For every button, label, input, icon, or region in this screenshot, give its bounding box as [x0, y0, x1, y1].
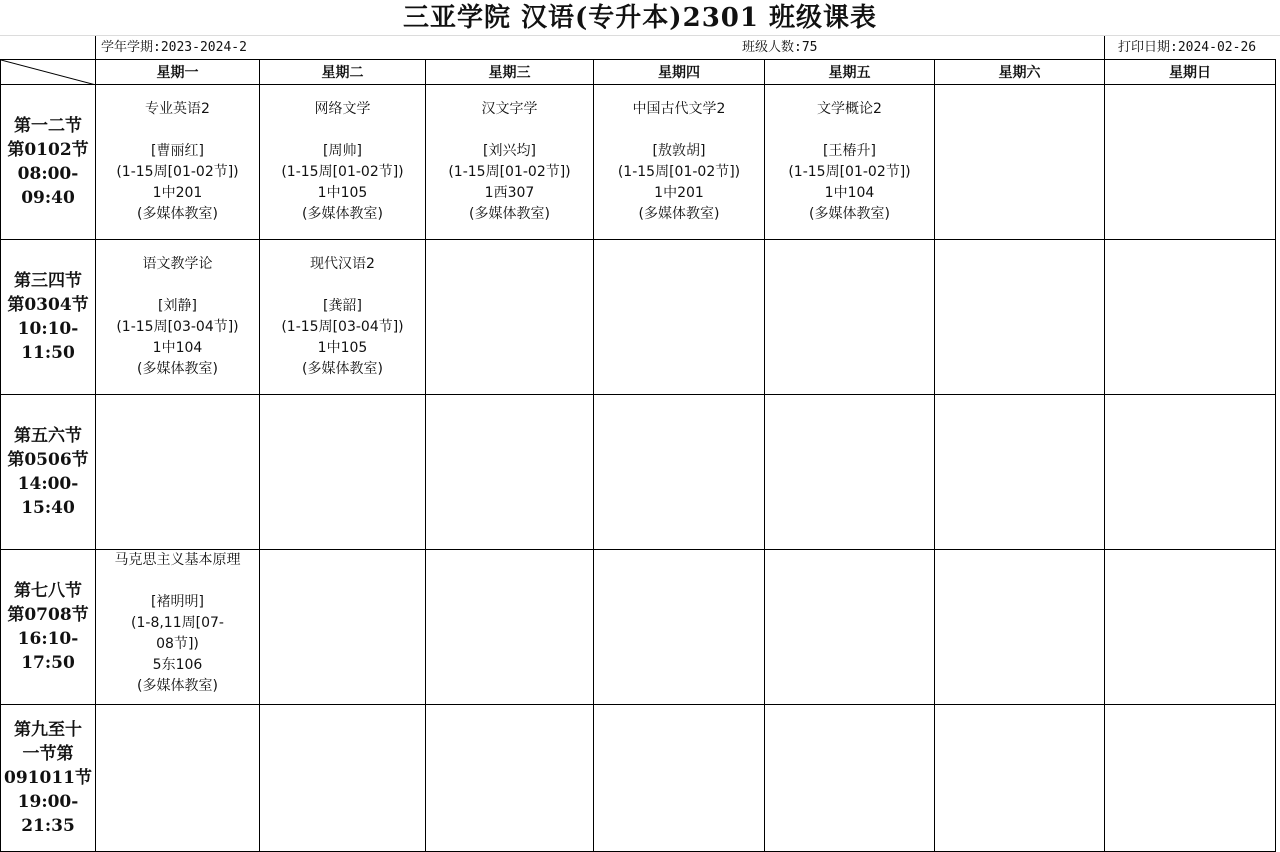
course-cell[interactable] — [594, 85, 765, 240]
course-name: 语文教学论 — [142, 256, 213, 272]
period-label-5: 第九至十 一节第 091011节 19:00- 21:35 — [1, 705, 96, 852]
course-room: 1中104 — [152, 340, 203, 356]
empty-cell[interactable] — [765, 550, 935, 705]
day-header-tue: 星期二 — [260, 60, 426, 85]
term-label: 学年学期:2023-2024-2 — [101, 40, 247, 55]
course-teacher: [刘静] — [158, 298, 197, 314]
course-room: 1西307 — [484, 185, 535, 201]
course-teacher: [敖敦胡] — [652, 143, 706, 159]
course-teacher: [周帅] — [323, 143, 362, 159]
empty-cell[interactable] — [426, 240, 594, 395]
course-room-type: (多媒体教室) — [469, 206, 550, 222]
course-room: 5东106 — [152, 657, 203, 673]
day-header-row — [1, 60, 1276, 85]
course-teacher: [王椿升] — [823, 143, 876, 159]
empty-cell[interactable] — [1105, 550, 1276, 705]
course-room: 1中105 — [317, 185, 368, 201]
course-teacher: [曹丽红] — [151, 143, 204, 159]
empty-cell[interactable] — [935, 240, 1105, 395]
course-room-type: (多媒体教室) — [809, 206, 890, 222]
empty-cell[interactable] — [96, 705, 260, 852]
empty-cell[interactable] — [594, 550, 765, 705]
day-header-sun: 星期日 — [1105, 60, 1276, 85]
course-weeks: (1-15周[01-02节]) — [281, 164, 404, 180]
period-label-3: 第五六节 第0506节 14:00- 15:40 — [1, 395, 96, 550]
empty-cell[interactable] — [260, 705, 426, 852]
empty-cell[interactable] — [765, 395, 935, 550]
course-name: 中国古代文学2 — [632, 101, 726, 117]
course-weeks: (1-8,11周[07- — [131, 615, 224, 631]
day-header-wed: 星期三 — [426, 60, 594, 85]
period-row — [1, 550, 1276, 705]
empty-cell[interactable] — [765, 705, 935, 852]
corner-cell — [1, 60, 96, 85]
course-name: 专业英语2 — [145, 101, 210, 117]
empty-cell[interactable] — [260, 550, 426, 705]
course-weeks: (1-15周[03-04节]) — [281, 319, 404, 335]
course-cell[interactable] — [96, 85, 260, 240]
course-teacher: [褚明明] — [151, 594, 204, 610]
course-weeks: (1-15周[01-02节]) — [617, 164, 741, 180]
period-row — [1, 85, 1276, 240]
course-cell[interactable] — [96, 550, 260, 705]
course-name: 现代汉语2 — [310, 256, 375, 272]
course-room: 1中201 — [152, 185, 203, 201]
empty-cell[interactable] — [1105, 240, 1276, 395]
course-weeks: (1-15周[03-04节]) — [116, 319, 239, 335]
empty-cell[interactable] — [935, 705, 1105, 852]
empty-cell[interactable] — [594, 240, 765, 395]
print-date-label: 打印日期:2024-02-26 — [1118, 40, 1257, 55]
course-room-type: (多媒体教室) — [137, 678, 218, 694]
day-header-mon: 星期一 — [96, 60, 260, 85]
course-weeks-cont: 08节]) — [156, 636, 199, 652]
course-room-type: (多媒体教室) — [638, 206, 720, 222]
info-divider-left — [95, 36, 96, 59]
empty-cell[interactable] — [765, 240, 935, 395]
course-cell[interactable] — [426, 85, 594, 240]
day-header-thu: 星期四 — [594, 60, 765, 85]
course-room: 1中104 — [824, 185, 875, 201]
schedule-title: 三亚学院 汉语(专升本)2301 班级课表 — [402, 3, 878, 33]
course-cell[interactable] — [765, 85, 935, 240]
empty-cell[interactable] — [426, 705, 594, 852]
course-room-type: (多媒体教室) — [302, 206, 383, 222]
period-label-4: 第七八节 第0708节 16:10- 17:50 — [1, 550, 96, 705]
period-label-2: 第三四节 第0304节 10:10- 11:50 — [1, 240, 96, 395]
empty-cell[interactable] — [935, 395, 1105, 550]
course-teacher: [龚韶] — [323, 298, 362, 314]
empty-cell[interactable] — [1105, 705, 1276, 852]
empty-cell[interactable] — [1105, 85, 1276, 240]
empty-cell[interactable] — [1105, 395, 1276, 550]
empty-cell[interactable] — [594, 705, 765, 852]
course-teacher: [刘兴均] — [483, 143, 536, 159]
course-room: 1中105 — [317, 340, 368, 356]
empty-cell[interactable] — [96, 395, 260, 550]
course-name: 文学概论2 — [817, 101, 882, 117]
course-room-type: (多媒体教室) — [137, 361, 218, 377]
day-header-fri: 星期五 — [765, 60, 935, 85]
course-name: 汉文字学 — [481, 101, 538, 117]
course-cell[interactable] — [260, 85, 426, 240]
timetable — [0, 59, 1276, 852]
course-cell[interactable] — [96, 240, 260, 395]
course-room: 1中201 — [654, 185, 704, 201]
empty-cell[interactable] — [426, 550, 594, 705]
day-header-sat: 星期六 — [935, 60, 1105, 85]
title-divider — [0, 35, 1280, 36]
empty-cell[interactable] — [260, 395, 426, 550]
empty-cell[interactable] — [594, 395, 765, 550]
empty-cell[interactable] — [935, 85, 1105, 240]
info-divider-right — [1104, 36, 1105, 59]
period-row — [1, 395, 1276, 550]
period-row — [1, 240, 1276, 395]
course-weeks: (1-15周[01-02节]) — [788, 164, 911, 180]
period-row — [1, 705, 1276, 852]
empty-cell[interactable] — [426, 395, 594, 550]
course-room-type: (多媒体教室) — [302, 361, 383, 377]
course-name: 网络文学 — [314, 101, 371, 117]
course-room-type: (多媒体教室) — [137, 206, 218, 222]
class-size-label: 班级人数:75 — [742, 40, 818, 55]
course-weeks: (1-15周[01-02节]) — [116, 164, 239, 180]
course-name: 马克思主义基本原理 — [114, 552, 241, 568]
empty-cell[interactable] — [935, 550, 1105, 705]
period-label-1: 第一二节 第0102节 08:00- 09:40 — [1, 85, 96, 240]
course-cell[interactable] — [260, 240, 426, 395]
course-weeks: (1-15周[01-02节]) — [448, 164, 571, 180]
corner-diagonal — [1, 60, 96, 85]
